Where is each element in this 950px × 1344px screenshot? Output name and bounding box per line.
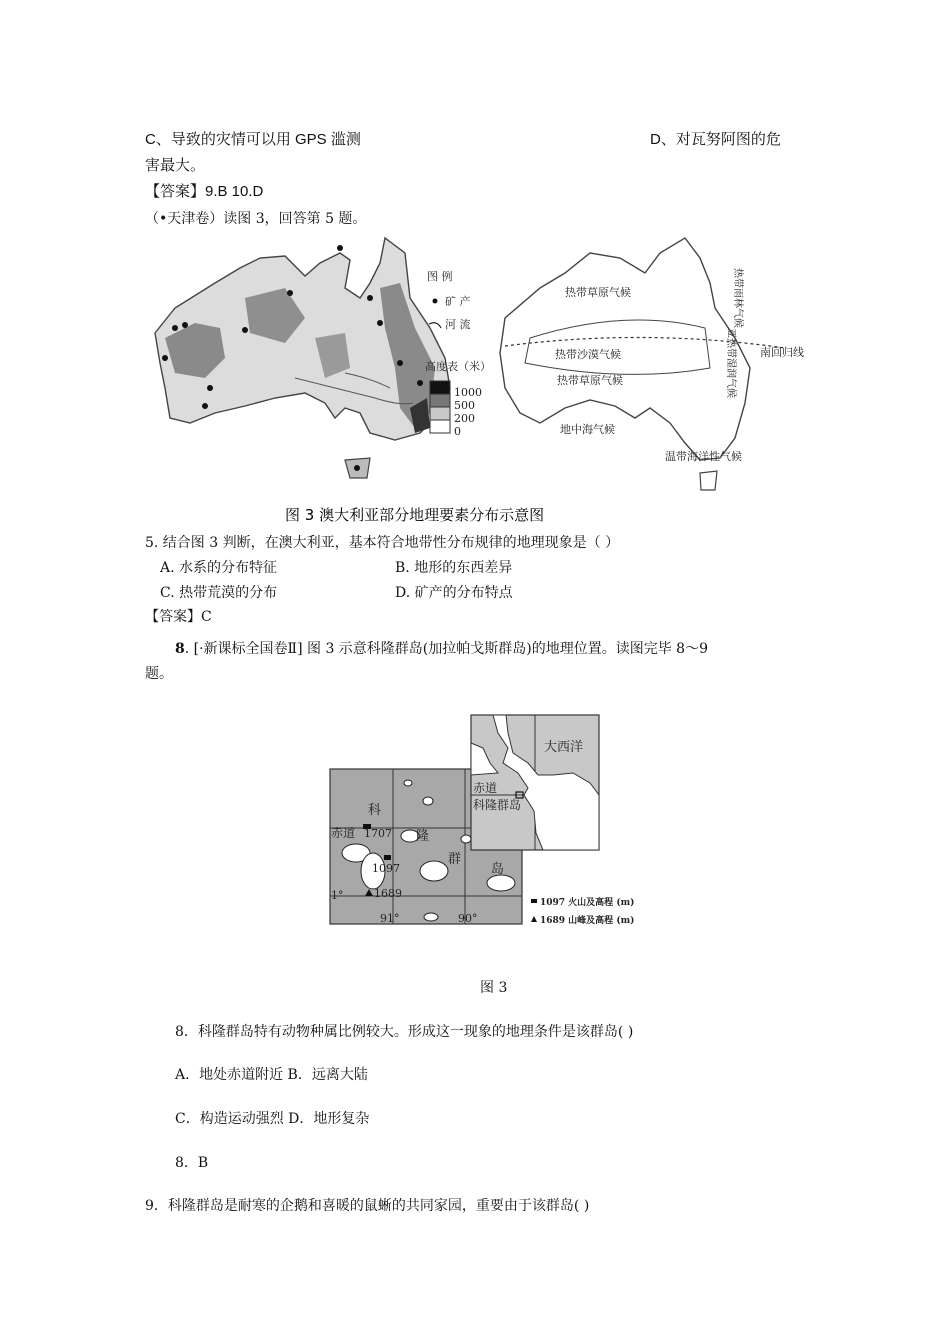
galapagos-map-svg — [328, 713, 650, 928]
label-equator-main: 赤道 — [331, 826, 356, 840]
q5-option-a: A. 水系的分布特征 — [160, 560, 278, 576]
question-9: 9．科隆群岛是耐寒的企鹅和喜暖的鼠蜥的共同家园，重要由于该群岛( ) — [145, 1198, 590, 1214]
mine-icon — [433, 299, 438, 304]
option-c: C、导致的灾情可以用 GPS 滥测 — [145, 131, 361, 148]
label-1707: 1707 — [364, 827, 392, 840]
legend-river: 河 流 — [445, 318, 471, 331]
label-long: 隆 — [416, 829, 430, 844]
intro-number: 8 — [175, 641, 185, 657]
q8-options-cd: C．构造运动强烈 D．地形复杂 — [175, 1111, 370, 1127]
answer-5: 【答案】C — [145, 609, 212, 625]
option-d-continued: 害最大。 — [145, 157, 206, 174]
q5-option-c: C. 热带荒漠的分布 — [160, 585, 278, 601]
climate-savanna-north: 热带草原气候 — [565, 286, 631, 299]
label-1689: 1689 — [374, 887, 402, 900]
q8-options-ab: A．地处赤道附近 B．远离大陆 — [175, 1067, 368, 1083]
tropic-of-capricorn: 南回归线 — [760, 346, 804, 359]
climate-rainforest: 热带雨林气候 — [732, 268, 743, 328]
legend-peak: 1689 山峰及高程 (m) — [540, 916, 635, 926]
legend-mine: 矿 产 — [445, 295, 471, 308]
elev-1000: 1000 — [454, 386, 482, 399]
climate-subtropical-humid: 亚热带湿润气候 — [725, 328, 736, 398]
tianjin-intro: （•天津卷）读图 3，回答第 5 题。 — [145, 211, 367, 227]
label-lon-90: 90° — [458, 912, 478, 925]
galapagos-figure — [328, 713, 650, 928]
label-atlantic: 大西洋 — [544, 740, 584, 755]
australia-figure — [145, 228, 865, 528]
climate-mediterranean: 地中海气候 — [560, 423, 615, 436]
label-dao: 岛 — [491, 862, 505, 877]
legend-peak-icon — [531, 916, 537, 922]
australia-map-svg — [145, 228, 865, 528]
option-d: D、对瓦努阿图的危 — [650, 131, 781, 148]
question-5: 5. 结合图 3 判断，在澳大利亚，基本符合地带性分布规律的地理现象是（ ） — [145, 535, 620, 551]
label-lat-1: 1° — [331, 889, 344, 902]
label-1097: 1097 — [372, 862, 400, 875]
legend-volcano: 1097 火山及高程 (m) — [540, 898, 635, 908]
climate-temperate-oceanic: 温带海洋性气候 — [665, 450, 742, 463]
label-ke: 科 — [368, 803, 382, 818]
answer-9-10: 【答案】9.B 10.D — [145, 183, 264, 200]
galapagos-intro — [175, 638, 708, 658]
australia-caption: 图 3 澳大利亚部分地理要素分布示意图 — [285, 506, 545, 524]
intro-text: . [·新课标全国卷Ⅱ] 图 3 示意科隆群岛(加拉帕戈斯群岛)的地理位置。读图完毕 8～9 — [184, 641, 708, 657]
climate-savanna-south: 热带草原气候 — [557, 374, 623, 387]
elev-0: 0 — [454, 425, 461, 438]
galapagos-intro-cont: 题。 — [145, 666, 173, 682]
elev-500: 500 — [454, 399, 475, 412]
question-8: 8．科隆群岛特有动物种属比例较大。形成这一现象的地理条件是该群岛( ) — [175, 1024, 634, 1040]
label-equator-inset: 赤道 — [473, 781, 498, 795]
label-qun: 群 — [448, 852, 462, 867]
q5-option-b: B. 地形的东西差异 — [395, 560, 513, 576]
volcano-icon-1097 — [384, 855, 391, 860]
climate-desert: 热带沙漠气候 — [555, 348, 621, 361]
galapagos-caption: 图 3 — [480, 980, 508, 996]
label-colon-islands: 科隆群岛 — [473, 798, 522, 812]
legend-elevation-title: 高度表（米） — [425, 360, 491, 373]
legend-volcano-icon — [531, 899, 537, 903]
label-lon-91: 91° — [380, 912, 400, 925]
legend-title: 图 例 — [427, 270, 453, 283]
q5-option-d: D. 矿产的分布特点 — [395, 585, 513, 601]
answer-8: 8．B — [175, 1155, 209, 1171]
elev-200: 200 — [454, 412, 475, 425]
